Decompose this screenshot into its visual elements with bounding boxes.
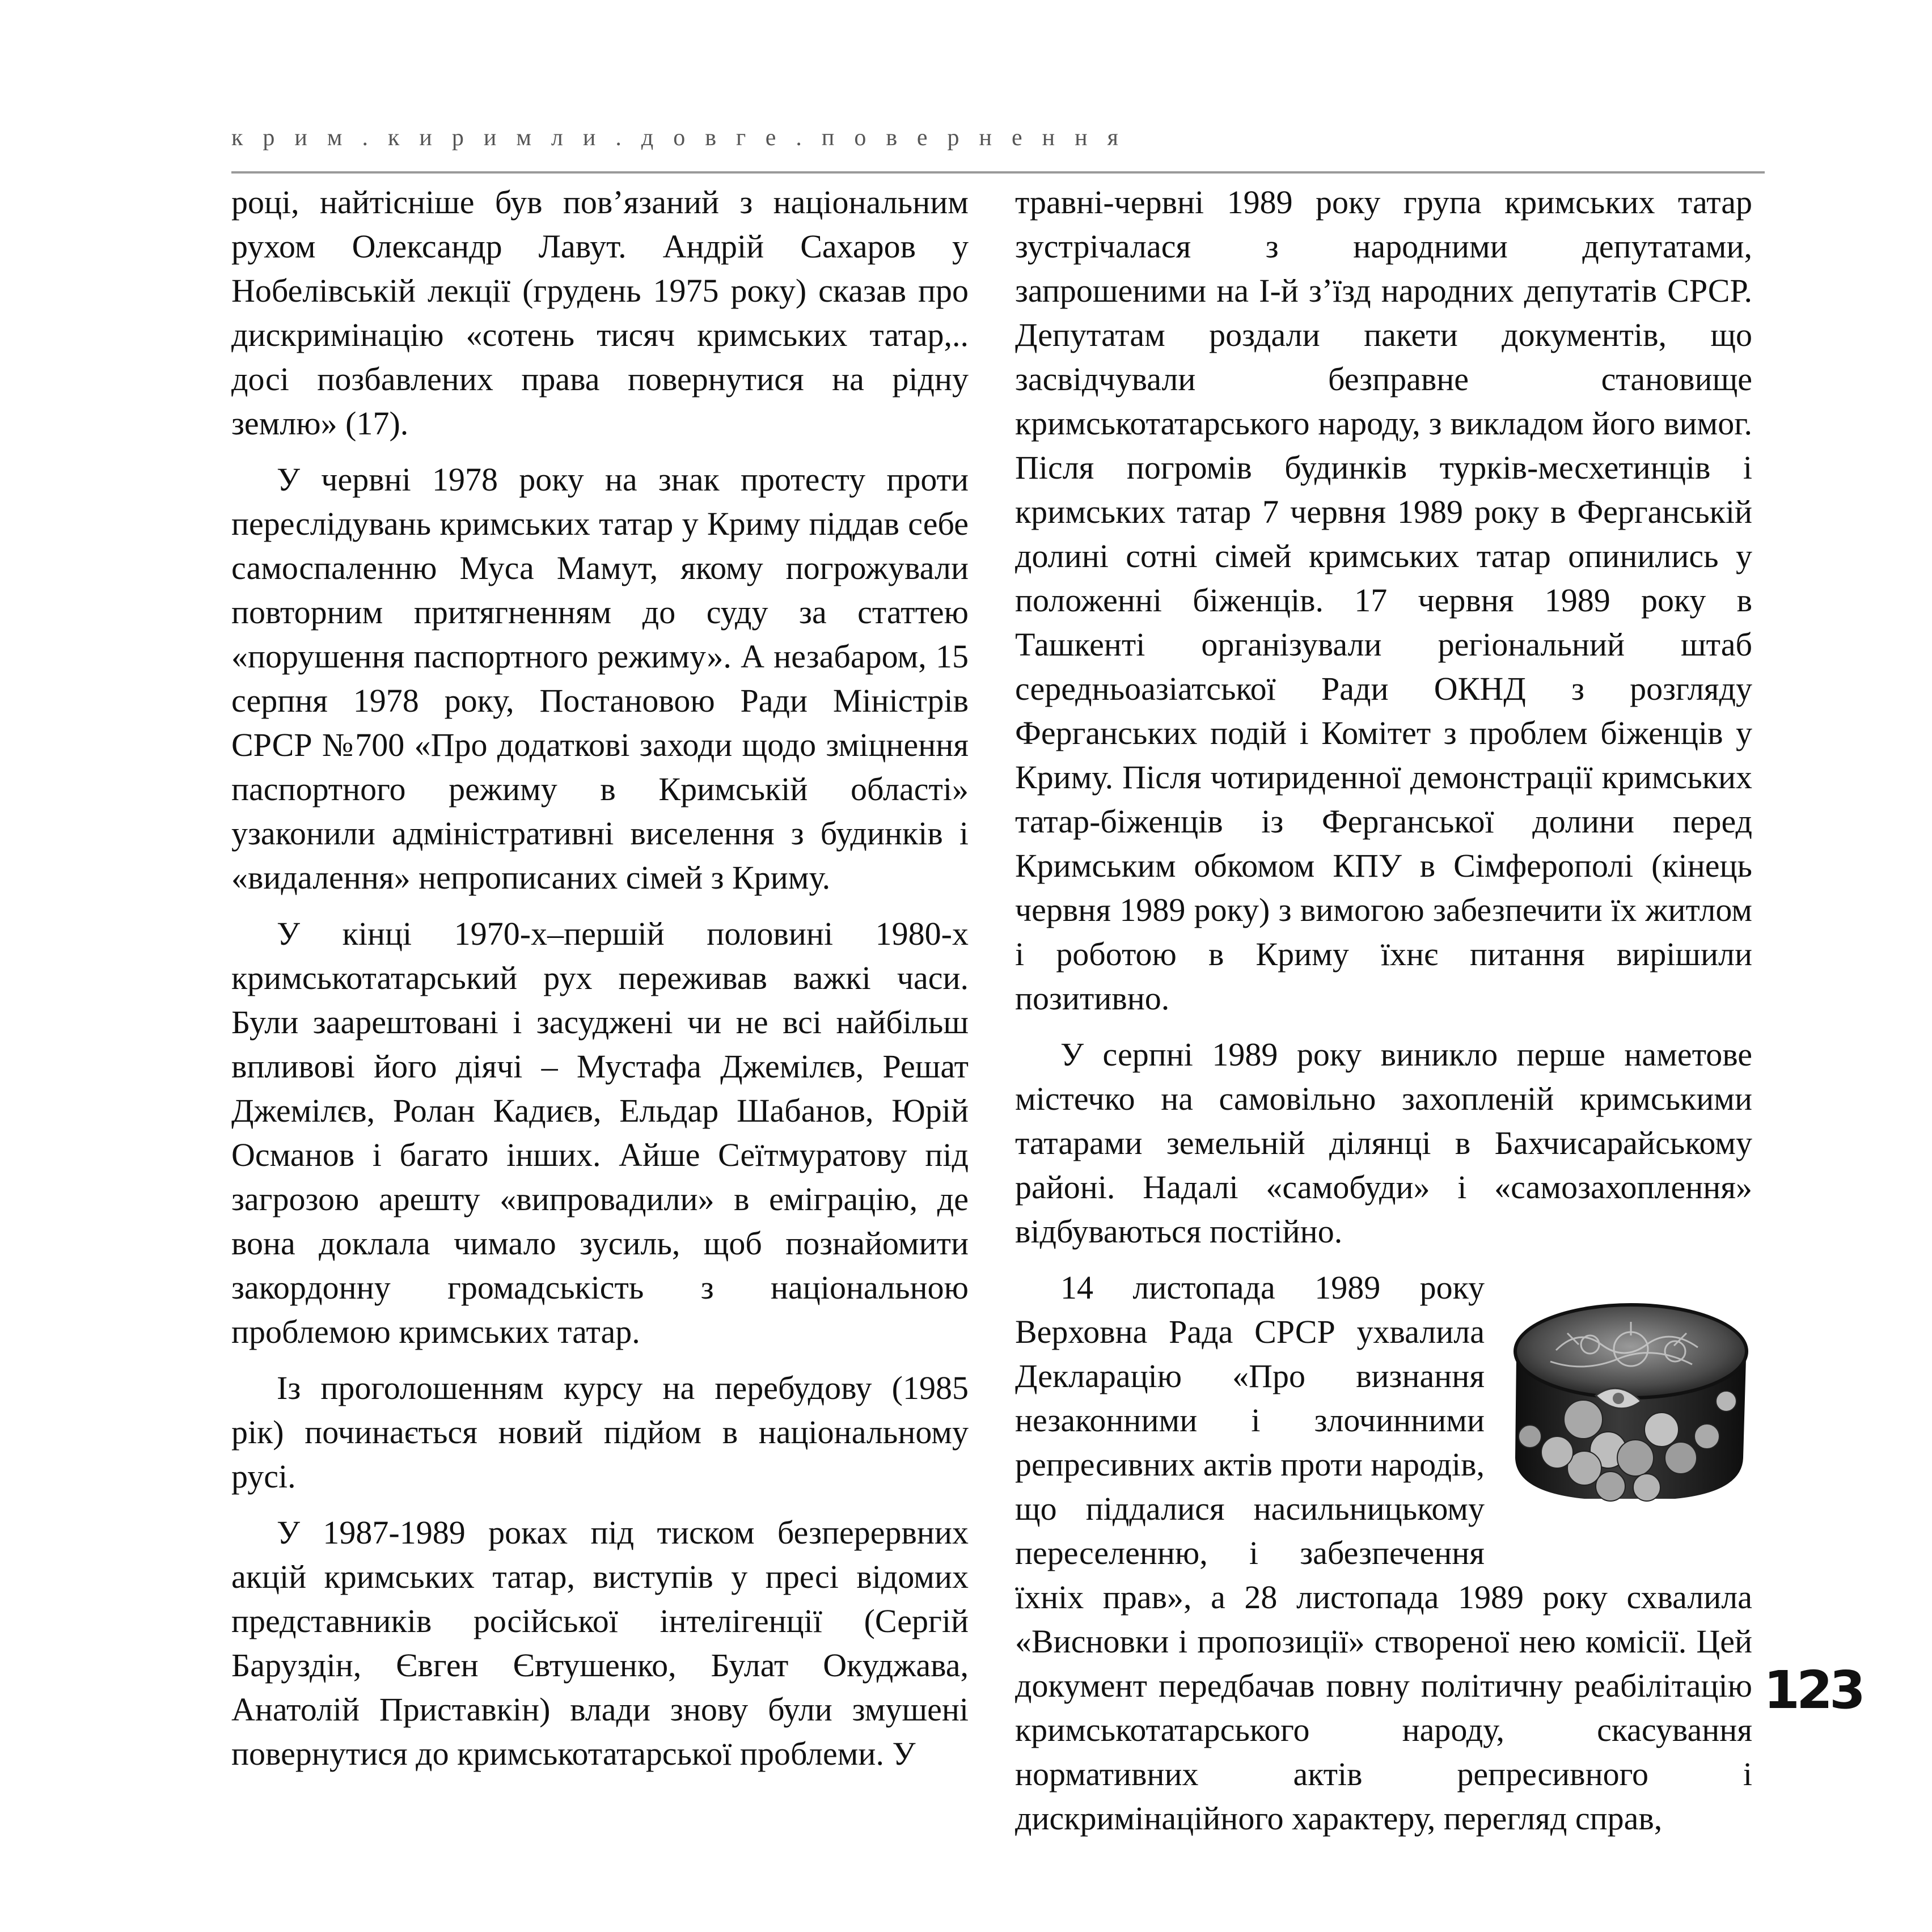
left-paragraph-2: У червні 1978 року на знак протесту проти переслідувань кримських татар у Криму піддав себе самоспаленню Муса Мамут, якому погрожували повторним притягненням до суду за статтею «порушення паспортного режиму». А незабаром, 15 серпня 1978 року, Постановою Ради Міністрів СРСР №700 «Про додаткові заходи щодо зміцнення паспортного режиму в Кримській області» узаконили адміністративні виселення з будинків і «видалення» непрописаних сімей з Криму.: [231, 461, 969, 896]
right-paragraph-2: У серпні 1989 року виникло перше наметове містечко на самовільно захопленій кримськими татарами земельній ділянці в Бахчисарайському районі. Надалі «самобуди» і «самозахоплення» відбуваються постійно.: [1015, 1036, 1752, 1250]
right-column: [1015, 180, 1752, 1841]
cap-illustration: [1505, 1288, 1752, 1537]
right-paragraph-1: травні-червні 1989 року група кримських татар зустрічалася з народними депутатами, запрошеними на І-й з’їзд народних депутатів СРСР. Депутатам роздали пакети документів, що засвідчували безправне становище кримськотатарського народу, з викладом його вимог. Після погромів будинків турків-месхетинців і кримських татар 7 червня 1989 року в Ферганській долині сотні сімей кримських татар опинились у положенні біженців. 17 червня 1989 року в Ташкенті організували регіональний штаб середньоазіатської Ради ОКНД з розгляду Ферганських подій і Комітет з проблем біженців у Криму. Після чотириденної демонстрації кримських татар-біженців із Ферганської долини перед Кримським обкомом КПУ в Сімферополі (кінець червня 1989 року) з вимогою забезпечити їх житлом і роботою в Криму їхнє питання вирішили позитивно.: [1015, 184, 1752, 1017]
page-number: 123: [1764, 1660, 1863, 1720]
running-header: крим.киримли.довге.повернення: [231, 125, 1138, 151]
left-paragraph-3: У кінці 1970-х–першій половині 1980-х кримськотатарський рух переживав важкі часи. Були заарештовані і засуджені чи не всі найбільш впливові його діячі – Мустафа Джемілєв, Решат Джемілєв, Ролан Кадиєв, Ельдар Шабанов, Юрій Османов і багато інших. Айше Сеїтмуратову під загрозою арешту «випровадили» в еміграцію, де вона доклала чимало зусиль, щоб познайомити закордонну громадськість з національною проблемою кримських татар.: [231, 915, 969, 1350]
right-paragraph-3: 14 листопада 1989 року Верховна Рада СРСР ухвалила Декларацію «Про визнання незаконними і злочинними репресивних актів проти народів, що піддалися насильницькому переселенню, і забезпечення їхніх прав», а 28 листопада 1989 року схвалила «Висновки і пропозиції» створеної нею комісії. Цей документ передбачав повну політичну реабілітацію кримськотатарського народу, скасування нормативних актів репресивного і дискримінаційного характеру, перегляд справ,: [1015, 1269, 1752, 1837]
left-column: [231, 180, 969, 1776]
left-paragraph-5: У 1987-1989 роках під тиском безперервних акцій кримських татар, виступів у пресі відомих представників російської інтелігенції (Сергій Баруздін, Євген Євтушенко, Булат Окуджава, Анатолій Приставкін) влади знову були змушені повернутися до кримськотатарської проблеми. У: [231, 1514, 969, 1772]
left-paragraph-4: Із проголошенням курсу на перебудову (1985 рік) починається новий підйом в національному русі.: [231, 1369, 969, 1495]
tatar-cap-image: [1505, 1288, 1752, 1537]
header-rule: [231, 171, 1765, 174]
left-paragraph-1: році, найтісніше був пов’язаний з національним рухом Олександр Лавут. Андрій Сахаров у Нобелівській лекції (грудень 1975 року) сказав про дискримінацію «сотень тисяч кримських татар,.. досі позбавлених права повернутися на рідну землю» (17).: [231, 184, 969, 442]
